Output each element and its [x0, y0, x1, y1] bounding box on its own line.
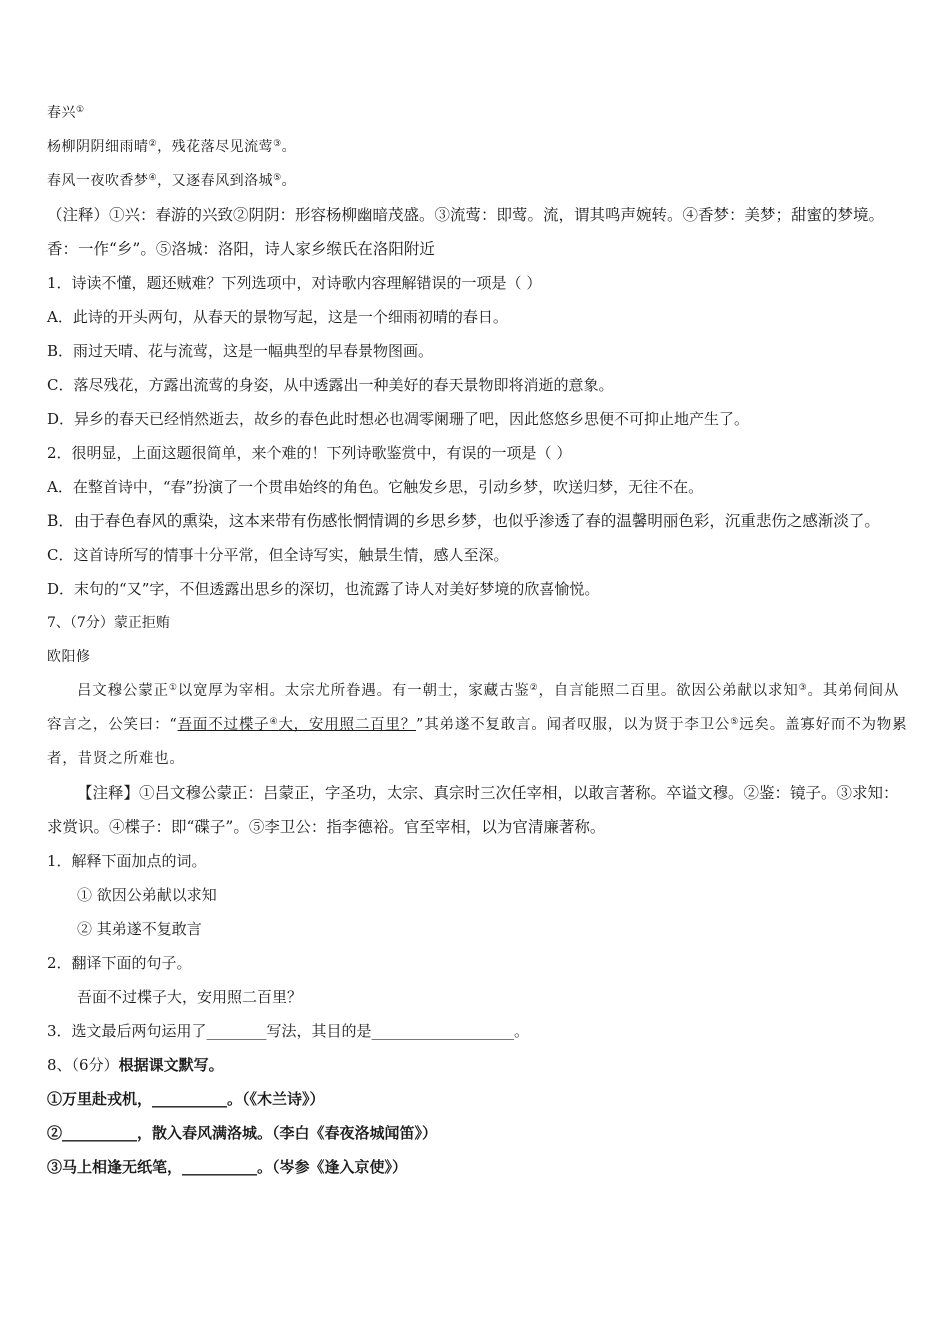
- q7-heading: 7、（7分）蒙正拒贿: [47, 615, 170, 631]
- q7-sub2: 2．翻译下面的句子。: [47, 954, 192, 972]
- q2-stem: 2．很明显，上面这题很简单，来个难的！下列诗歌鉴赏中，有误的一项是（ ）: [47, 444, 572, 462]
- q2-option-a: A．在整首诗中，“春”扮演了一个贯串始终的角色。它触发乡思，引动乡梦，吹送归梦，无往不在。: [47, 478, 704, 496]
- q2-option-d: D．末句的“又”字，不但透露出思乡的深切，也流露了诗人对美好梦境的欣喜愉悦。: [47, 580, 600, 598]
- q1-option-a: A．此诗的开头两句，从春天的景物写起，这是一个细雨初晴的春日。: [47, 308, 508, 326]
- q7-sub1-item-1: ① 欲因公弟献以求知: [77, 886, 217, 904]
- q7-sub3: 3．选文最后两句运用了________写法，其目的是___________________。: [47, 1022, 530, 1040]
- q7-sub1: 1．解释下面加点的词。: [47, 852, 207, 870]
- q1-option-b: B．雨过天晴、花与流莺，这是一幅典型的早春景物图画。: [47, 342, 434, 360]
- q2-option-b: B．由于春色春风的熏染，这本来带有伤感怅惘情调的乡思乡梦，也似乎渗透了春的温馨明丽色彩，沉重悲伤之感渐淡了。: [47, 512, 880, 530]
- q8-heading: 8、（6分）根据课文默写。: [47, 1056, 224, 1074]
- q2-option-c: C．这首诗所写的情事十分平常，但全诗写实，触景生情，感人至深。: [47, 546, 509, 564]
- poem-title: 春兴①: [47, 105, 85, 121]
- q8-item-1: ①万里赴戎机，__________。（《木兰诗》）: [47, 1090, 325, 1108]
- q7-notes: 【注释】①吕文穆公蒙正：吕蒙正，字圣功，太宗、真宗时三次任宰相，以敢言著称。卒谥文穆。②鉴：镜子。③求知：求赏识。④楪子：即“碟子”。⑤李卫公：指李德裕。官至宰相，以为官清廉著称。: [47, 784, 899, 836]
- q1-option-d: D．异乡的春天已经悄然逝去，故乡的春色此时想必也凋零阑珊了吧，因此悠悠乡思便不可抑止地产生了。: [47, 410, 750, 428]
- q1-option-c: C．落尽残花，方露出流莺的身姿，从中透露出一种美好的春天景物即将消逝的意象。: [47, 376, 614, 394]
- poem-notes: （注释）①兴：春游的兴致②阴阴：形容杨柳幽暗茂盛。③流莺：即莺。流，谓其鸣声婉转。④香梦：美梦；甜蜜的梦境。香：一作“乡”。⑤洛城：洛阳，诗人家乡缑氏在洛阳附近: [47, 206, 885, 258]
- q7-author: 欧阳修: [47, 649, 91, 665]
- q7-sub2-sentence: 吾面不过楪子大，安用照二百里？: [77, 988, 303, 1006]
- q7-sub1-item-2: ② 其弟遂不复敢言: [77, 920, 202, 938]
- q8-item-2: ②__________，散入春风满洛城。（李白《春夜洛城闻笛》）: [47, 1124, 438, 1142]
- q8-item-3: ③马上相逢无纸笔，__________。（岑参《逢入京使》）: [47, 1158, 408, 1176]
- q1-stem: 1．诗读不懂，题还贼难？下列选项中，对诗歌内容理解错误的一项是（ ）: [47, 274, 542, 292]
- document-page: [47, 96, 913, 1184]
- poem-line-1: 杨柳阴阴细雨晴②，残花落尽见流莺③。: [47, 139, 297, 155]
- poem-line-2: 春风一夜吹香梦④，又逐春风到洛城⑤。: [47, 173, 297, 189]
- q7-passage: 吕文穆公蒙正①以宽厚为宰相。太宗尤所眷遇。有一朝士，家藏古鉴②，自言能照二百里。欲因公弟献以求知③。其弟伺间从容言之，公笑曰：“吾面不过楪子④大，安用照二百里？”其弟遂不复敢言。闻者叹服，以为贤于李卫公⑤远矣。盖寡好而不为物累者，昔贤之所难也。: [47, 683, 908, 767]
